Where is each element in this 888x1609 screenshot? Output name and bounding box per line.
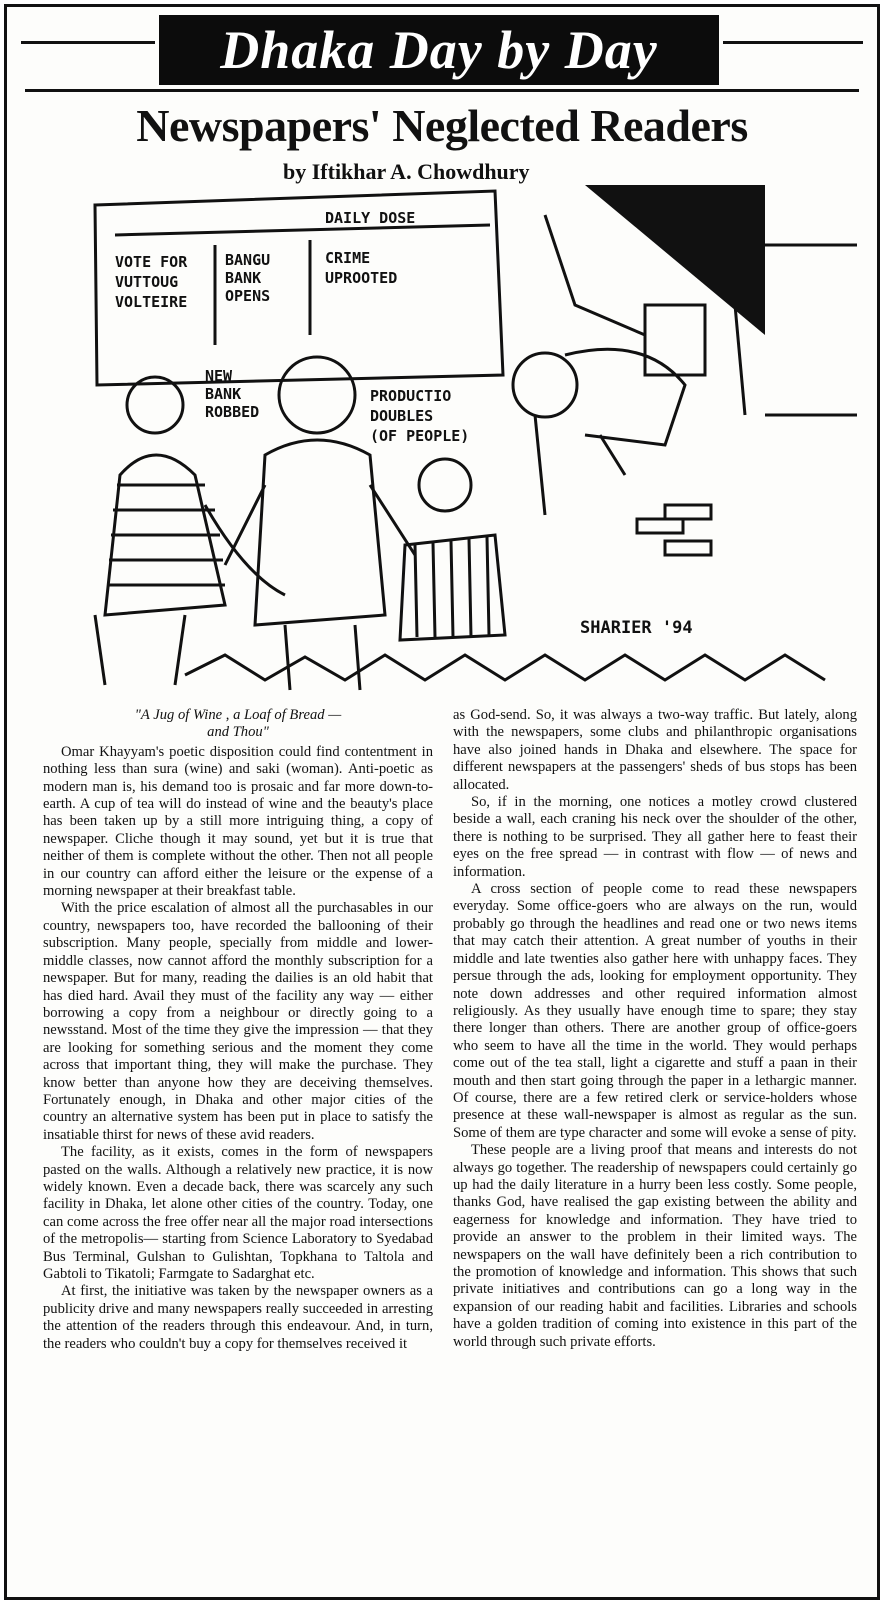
cartoon-illustration <box>25 185 857 695</box>
newspaper-clipping <box>4 4 880 1600</box>
article-paragraph: A cross section of people come to read these newspapers everyday. Some office-goers who are always on the run, would probably go through the headlines and read one or two news items that may catch their attention. A great number of youths in their middle and late twenties also gather here with unhappy faces. They persue through the ads, looking for employment opportunity. They note down addresses and other required information almost religiously. As they usually have enough time to spare; they stay there longer than others. There are another group of office-goers who seem to have all the time in the world. They would perhaps come out of the tea stall, light a cigarette and stuff a paan in their mouth and then start going through the paper in a lethargic manner. Of course, there are a few retired clerk or service-holders whose presence at these wall-newspaper is almost as regular as the sun. Some of them are type character and some will evoke a sense of pity. <box>453 881 857 1141</box>
board-headline: NEW <box>205 367 233 385</box>
board-headline: OPENS <box>225 287 271 305</box>
board-headline: BANK <box>205 385 242 403</box>
masthead-title: Dhaka Day by Day <box>220 20 658 80</box>
masthead-rule <box>21 41 155 44</box>
article-paragraph: So, if in the morning, one notices a motley crowd clustered beside a wall, each craning his neck over the shoulder of the other, there is nothing to be surprised. They all gather here to feast their eyes on the free spread — in contrast with flow — of news and information. <box>453 794 857 880</box>
board-headline: CRIME <box>325 249 371 267</box>
headline: Newspapers' Neglected Readers <box>136 100 748 151</box>
board-headline: VOTE FOR <box>115 253 188 271</box>
board-headline: UPROOTED <box>325 269 398 287</box>
article-paragraph: as God-send. So, it was always a two-way traffic. But lately, along with the newspapers, some clubs and philanthropic organisations have also joined hands in Dhaka and elsewhere. The space for different newspapers at the passengers' sheds of bus stops has been allocated. <box>453 707 857 793</box>
banner-bottom-rule <box>25 89 859 92</box>
board-headline: VUTTOUG <box>115 273 179 291</box>
board-headline: PRODUCTIO <box>370 387 452 405</box>
cartoonist-signature: SHARIER '94 <box>580 618 693 638</box>
board-headline: (OF PEOPLE) <box>370 427 470 445</box>
article-paragraph: Omar Khayyam's poetic disposition could find contentment in nothing less than sura (wine) and saki (woman). Anti-poetic as modern man is, his demand too is prosaic and far more down-to-earth. A cup of tea will do instead of wine and the beauty's place has been taken up by a still more intriguing thing, a copy of newspaper. Cliche though it may sound, yet but it is true that neither of them is complete without the other. Then not all people in our country can afford either the leisure or the expense of a morning newspaper at their breakfast table. <box>43 743 433 900</box>
masthead-banner <box>159 15 719 85</box>
article-paragraph: These people are a living proof that means and interests do not always go together. The readership of newspapers could certainly go up had the daily literature in a hurry been less costly. Some people, thanks God, have realised the gap existing between the ability and eagerness for knowledge and information. They have tried to provide an answer to the problem in their limited ways. The newspapers on the wall have definitely been a rich contribution to the promotion of knowledge and information. This shows that such private initiatives and contributions can go a long way in the expansion of our reading habit and facilities. Libraries and schools have a golden tradition of coming into existence in this part of the world through such private efforts. <box>453 1142 857 1350</box>
article-paragraph: The facility, as it exists, comes in the form of newspapers pasted on the walls. Although a relatively new practice, it is now widely known. Even a decade back, there was scarcely any such facility in Dhaka, let alone other cities of the country. Today, one can come across the free offer near all the major road intersections of the metropolis— starting from Science Laboratory to Syedabad Bus Terminal, Gulshan to Gulishtan, Topkhana to Taltola and Gabtoli to Tikatoli; Farmgate to Sadarghat etc. <box>43 1144 433 1282</box>
board-title: DAILY DOSE <box>325 209 416 227</box>
board-headline: ROBBED <box>205 403 260 421</box>
byline: by Iftikhar A. Chowdhury <box>283 159 530 184</box>
board-headline: BANK <box>225 269 262 287</box>
masthead-rule-right <box>723 41 863 44</box>
left-column <box>43 707 433 1353</box>
board-headline: DOUBLES <box>370 407 434 425</box>
article-paragraph: At first, the initiative was taken by the newspaper owners as a publicity drive and many newspapers really succeeded in arresting the attention of the readers through this endeavour. And, in turn, the readers who couldn't buy a copy for themselves received it <box>43 1283 433 1352</box>
caption: "A Jug of Wine , a Loaf of Bread — and Thou" <box>134 707 342 741</box>
board-headline: BANGU <box>225 251 271 269</box>
article-paragraph: With the price escalation of almost all the purchasables in our country, newspapers too, have recorded the ballooning of their subscription. Many people, specially from middle and lower-middle classes, now cannot afford the monthly subscription for a newspaper. But for many, reading the dailies is an old habit that has died hard. Avail they must of the facility any way — either borrowing a copy from a neighbour or directly going to a newsstand. Most of the time they give the impression — that they are looking for something serious and the moment they come across that important thing, they will make the purchase. They know better than anyone how they are deceiving themselves. Fortunately enough, in Dhaka and other major cities of the country an alternative system has been put in place to satisfy the insatiable thirst for news of these avid readers. <box>43 900 433 1143</box>
board-headline: VOLTEIRE <box>115 293 188 311</box>
right-column <box>453 707 857 1351</box>
